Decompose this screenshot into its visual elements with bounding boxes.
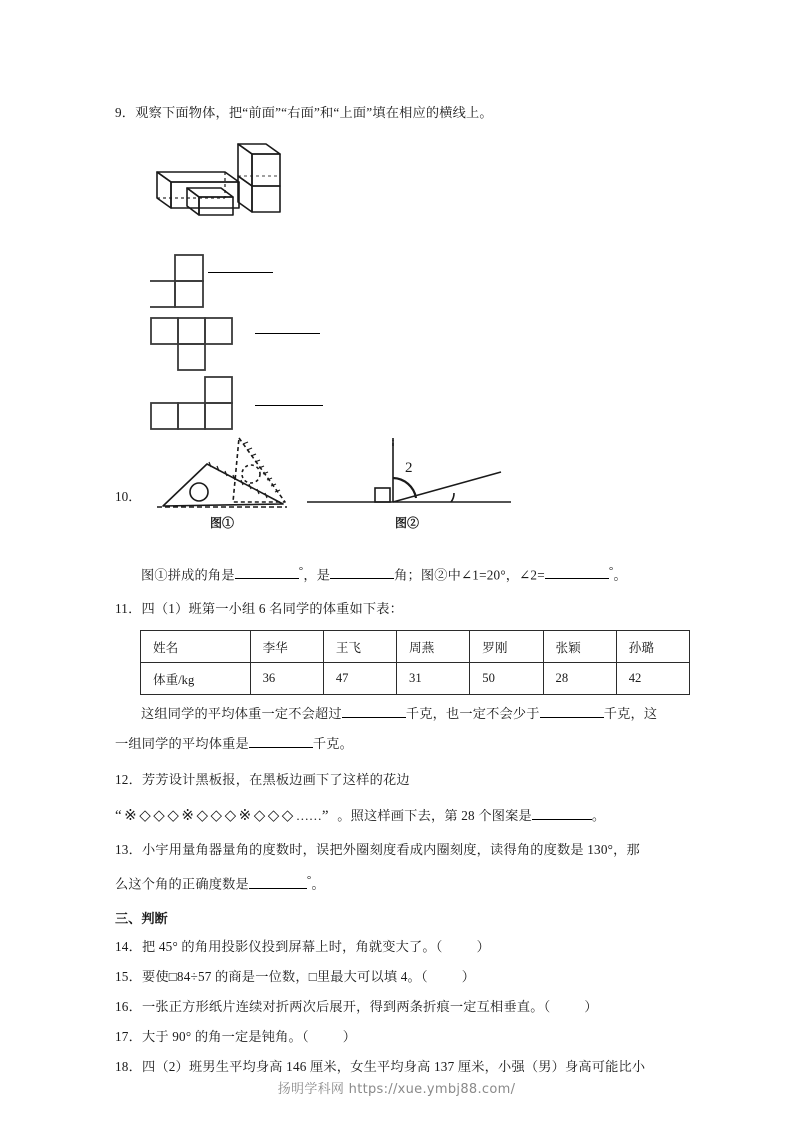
view-shape-2	[150, 316, 240, 374]
q11-text-a: 这组同学的平均体重一定不会超过	[141, 706, 342, 722]
q10-part-3: 角；图②中∠1=20°，∠2=	[394, 567, 545, 583]
question-17-text: 大于 90° 的角一定是钝角。（	[141, 1028, 309, 1044]
view-shape-1-answer-blank[interactable]	[208, 272, 273, 273]
table-cell-name-3: 罗刚	[470, 631, 543, 663]
question-17-line	[115, 1022, 690, 1052]
pattern-diamond-1-1: ◇	[210, 808, 225, 825]
q10-blank-3[interactable]	[545, 564, 609, 579]
question-17-number: 17．	[115, 1028, 142, 1044]
q11-blank-2[interactable]	[540, 703, 604, 718]
question-15-text: 要使□84÷57 的商是一位数，□里最大可以填 4。（	[141, 968, 428, 984]
question-16-line	[115, 992, 690, 1022]
question-14-number: 14．	[115, 938, 142, 954]
table-cell-name-4: 张颖	[543, 631, 616, 663]
pattern-sequence	[115, 808, 337, 824]
pattern-diamond-1-2: ◇	[224, 808, 239, 825]
question-14-text: 把 45° 的角用投影仪投到屏幕上时，角就变大了。（	[141, 938, 443, 954]
question-15-number: 15．	[115, 968, 142, 984]
table-header-weight: 体重/kg	[141, 663, 251, 695]
question-15-close: ）	[461, 968, 476, 984]
question-18-number: 18．	[115, 1058, 142, 1074]
pattern-diamond-0-2: ◇	[167, 808, 182, 825]
question-13-number: 13．	[115, 842, 142, 858]
q11-text-d: 一组同学的平均体重是	[115, 736, 249, 752]
figure-1-caption: 图①	[209, 516, 234, 530]
table-cell-weight-3: 50	[470, 663, 543, 695]
question-14-close: ）	[476, 938, 490, 954]
question-14-line	[115, 932, 690, 962]
question-11-text: 四（1）班第一小组 6 名同学的体重如下表：	[141, 601, 404, 617]
table-cell-name-0: 李华	[250, 631, 323, 663]
table-cell-weight-0: 36	[250, 663, 323, 695]
question-11-followup-line-1	[115, 699, 690, 729]
figure-2-angle	[305, 436, 515, 531]
q10-part-4: 。	[613, 567, 627, 583]
pattern-diamond-1-0: ◇	[196, 808, 211, 825]
q11-text-c: 千克，这	[603, 706, 658, 722]
document-content	[115, 98, 690, 1082]
table-row-names	[141, 631, 690, 663]
table-row-weights	[141, 663, 690, 695]
table-cell-name-2: 周燕	[397, 631, 470, 663]
q13-degree: °	[306, 874, 312, 887]
question-9-figures	[115, 128, 690, 438]
table-cell-weight-5: 42	[616, 663, 689, 695]
pattern-diamond-2-2: ◇	[281, 808, 296, 825]
question-15-line	[115, 962, 690, 992]
question-18-text: 四（2）班男生平均身高 146 厘米，女生平均身高 137 厘米，小强（男）身高可能比小	[141, 1058, 646, 1074]
table-cell-weight-4: 28	[543, 663, 616, 695]
question-10-figures	[115, 434, 690, 534]
section-3-heading: 三、判断	[115, 910, 168, 926]
question-11-followup-line-2	[115, 729, 690, 759]
q13-text-2: 么这个角的正确度数是	[115, 876, 249, 892]
table-header-name: 姓名	[141, 631, 251, 663]
question-13-line-1	[115, 835, 690, 865]
q12-tail-b: 。	[591, 808, 606, 824]
q12-tail-a: 。照这样画下去，第 28 个图案是	[337, 808, 532, 824]
table-cell-name-1: 王飞	[323, 631, 396, 663]
question-11-number: 11．	[115, 601, 142, 617]
pattern-star-0: ※	[124, 808, 140, 825]
question-9-number: 9．	[115, 105, 136, 120]
table-cell-weight-2: 31	[397, 663, 470, 695]
weight-table	[140, 630, 690, 695]
table-cell-weight-1: 47	[323, 663, 396, 695]
view-shape-3	[150, 375, 240, 435]
question-9-text: 观察下面物体，把“前面”“右面”和“上面”填在相应的横线上。	[135, 105, 493, 120]
q11-blank-1[interactable]	[342, 703, 406, 718]
question-10-number: 10．	[115, 489, 142, 504]
question-16-close: ）	[584, 998, 598, 1014]
question-11-line	[115, 594, 690, 624]
pattern-diamond-0-0: ◇	[139, 808, 154, 825]
footer-watermark: 扬明学科网 https://xue.ymbj88.com/	[277, 1082, 516, 1097]
q10-degree-1: °	[298, 565, 304, 577]
pattern-star-1: ※	[181, 808, 197, 825]
table-cell-name-5: 孙璐	[616, 631, 689, 663]
question-9-line	[115, 98, 690, 128]
figure-1-triangle-rulers	[147, 436, 297, 531]
q10-blank-1[interactable]	[235, 564, 299, 579]
pattern-close-quote: ”	[321, 808, 331, 825]
view-shape-2-answer-blank[interactable]	[255, 333, 320, 334]
q10-blank-2[interactable]	[330, 564, 394, 579]
view-shape-3-answer-blank[interactable]	[255, 405, 323, 406]
cube-solid-figure	[135, 140, 305, 218]
q10-degree-2: °	[608, 565, 614, 577]
question-16-text: 一张正方形纸片连续对折两次后展开，得到两条折痕一定互相垂直。（	[141, 998, 551, 1014]
pattern-ellipsis: ……	[295, 808, 322, 824]
q11-text-b: 千克，也一定不会少于	[405, 706, 540, 722]
pattern-star-2: ※	[238, 808, 254, 825]
question-10-prompt	[115, 556, 690, 590]
question-12-line	[115, 765, 690, 795]
question-12-text: 芳芳设计黑板报，在黑板边画下了这样的花边	[141, 772, 410, 788]
pattern-diamond-2-0: ◇	[253, 808, 268, 825]
view-shape-1	[150, 253, 212, 311]
q13-text-3: 。	[311, 876, 325, 892]
pattern-diamond-0-1: ◇	[153, 808, 168, 825]
q12-blank-1[interactable]	[532, 805, 592, 820]
question-12-number: 12．	[115, 772, 142, 788]
question-12-pattern-line	[115, 801, 690, 831]
question-16-number: 16．	[115, 998, 142, 1014]
q13-text-1: 小宇用量角器量角的度数时，误把外圈刻度看成内圈刻度，读得角的度数是 130°，那	[141, 842, 640, 858]
question-13-line-2	[115, 865, 690, 899]
pattern-diamond-2-1: ◇	[267, 808, 282, 825]
q10-part-2: ，是	[303, 567, 331, 583]
q11-text-e: 千克。	[312, 736, 354, 752]
figure-2-angle-label: 2	[405, 460, 413, 476]
q11-blank-3[interactable]	[249, 733, 313, 748]
q10-part-1: 图①拼成的角是	[141, 567, 235, 583]
figure-2-caption: 图②	[394, 516, 419, 530]
pattern-open-quote: “	[115, 808, 125, 825]
question-17-close: ）	[342, 1028, 357, 1044]
q13-blank-1[interactable]	[249, 874, 307, 889]
